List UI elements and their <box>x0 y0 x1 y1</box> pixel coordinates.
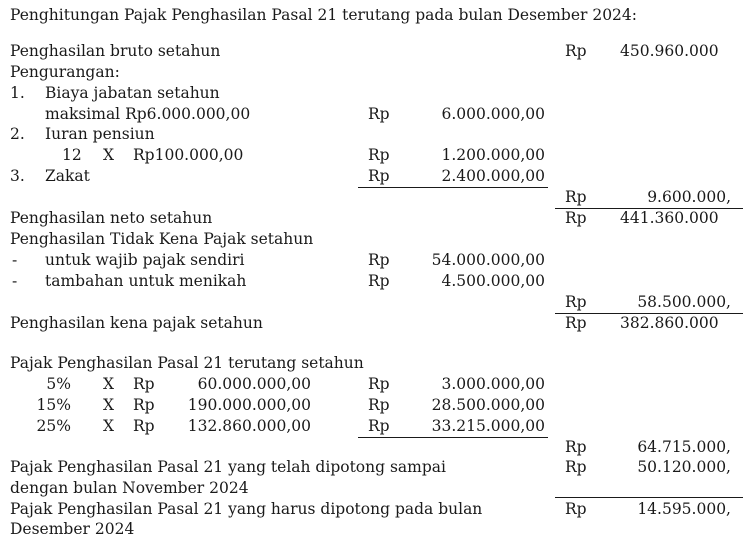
withheld-label-line2: dengan bulan November 2024 <box>10 479 249 497</box>
deduction-1-label: Biaya jabatan setahun <box>45 84 220 102</box>
due-currency: Rp <box>565 500 587 518</box>
bracket-2-tax-currency: Rp <box>368 396 390 414</box>
deduction-1-amount: 6.000.000,00 <box>441 105 545 123</box>
bracket-1-multiply: X <box>103 375 115 393</box>
deduction-2-currency: Rp <box>368 146 390 164</box>
bracket-2-rate: 15% <box>36 396 71 414</box>
bracket-1-base: 60.000.000,00 <box>197 375 311 393</box>
withheld-label-line1: Pajak Penghasilan Pasal 21 yang telah dipotong sampai <box>10 458 446 476</box>
annual-tax-total-amount: 64.715.000, <box>637 438 731 456</box>
bracket-3-tax: 33.215.000,00 <box>431 417 545 435</box>
ptkp-1-bullet: - <box>12 251 18 269</box>
bracket-2-currency: Rp <box>133 396 155 414</box>
bracket-3-rate: 25% <box>36 417 71 435</box>
deduction-3-amount: 2.400.000,00 <box>441 167 545 185</box>
ptkp-2-bullet: - <box>12 272 18 290</box>
annual-tax-total-currency: Rp <box>565 438 587 456</box>
ptkp-total-amount: 58.500.000, <box>637 293 731 311</box>
deduction-2-number: 2. <box>10 125 25 143</box>
bracket-3-currency: Rp <box>133 417 155 435</box>
deduction-2-amount: 1.200.000,00 <box>441 146 545 164</box>
taxable-income-amount: 382.860.000 <box>620 314 719 332</box>
annual-tax-subtotal-rule <box>358 437 548 438</box>
deduction-2-label: Iuran pensiun <box>45 125 155 143</box>
deductions-total-amount: 9.600.000, <box>647 188 731 206</box>
bracket-3-base: 132.860.000,00 <box>187 417 311 435</box>
deduction-2-multiply: X <box>103 146 115 164</box>
ptkp-1-currency: Rp <box>368 251 390 269</box>
bracket-2-multiply: X <box>103 396 115 414</box>
deductions-subtotal-rule <box>358 187 548 188</box>
deduction-1-detail: maksimal Rp6.000.000,00 <box>45 105 251 123</box>
deduction-3-currency: Rp <box>368 167 390 185</box>
ptkp-2-currency: Rp <box>368 272 390 290</box>
deduction-3-number: 3. <box>10 167 25 185</box>
gross-income-currency: Rp <box>565 42 587 60</box>
bracket-1-currency: Rp <box>133 375 155 393</box>
ptkp-label: Penghasilan Tidak Kena Pajak setahun <box>10 230 314 248</box>
bracket-2-base: 190.000.000,00 <box>187 396 311 414</box>
taxable-income-currency: Rp <box>565 314 587 332</box>
deduction-2-value: Rp100.000,00 <box>133 146 244 164</box>
deductions-label: Pengurangan: <box>10 63 120 81</box>
withheld-currency: Rp <box>565 458 587 476</box>
withheld-amount: 50.120.000, <box>637 458 731 476</box>
ptkp-1-label: untuk wajib pajak sendiri <box>45 251 245 269</box>
due-amount: 14.595.000, <box>637 500 731 518</box>
bracket-3-multiply: X <box>103 417 115 435</box>
deductions-total-currency: Rp <box>565 188 587 206</box>
gross-income-label: Penghasilan bruto setahun <box>10 42 221 60</box>
due-label-line1: Pajak Penghasilan Pasal 21 yang harus dipotong pada bulan <box>10 500 483 518</box>
gross-income-amount: 450.960.000 <box>620 42 719 60</box>
net-income-label: Penghasilan neto setahun <box>10 209 213 227</box>
bracket-2-tax: 28.500.000,00 <box>431 396 545 414</box>
deduction-1-number: 1. <box>10 84 25 102</box>
ptkp-total-currency: Rp <box>565 293 587 311</box>
ptkp-2-label: tambahan untuk menikah <box>45 272 247 290</box>
net-income-currency: Rp <box>565 209 587 227</box>
due-label-line2: Desember 2024 <box>10 520 135 538</box>
deduction-1-currency: Rp <box>368 105 390 123</box>
taxable-income-label: Penghasilan kena pajak setahun <box>10 314 263 332</box>
due-rule <box>555 497 743 498</box>
annual-tax-label: Pajak Penghasilan Pasal 21 terutang setahun <box>10 354 364 372</box>
bracket-3-tax-currency: Rp <box>368 417 390 435</box>
bracket-1-tax: 3.000.000,00 <box>441 375 545 393</box>
bracket-1-tax-currency: Rp <box>368 375 390 393</box>
deduction-2-qty: 12 <box>62 146 82 164</box>
net-income-amount: 441.360.000 <box>620 209 719 227</box>
ptkp-1-amount: 54.000.000,00 <box>431 251 545 269</box>
document-title: Penghitungan Pajak Penghasilan Pasal 21 terutang pada bulan Desember 2024: <box>10 6 638 24</box>
bracket-1-rate: 5% <box>46 375 71 393</box>
deduction-3-label: Zakat <box>45 167 90 185</box>
ptkp-2-amount: 4.500.000,00 <box>441 272 545 290</box>
